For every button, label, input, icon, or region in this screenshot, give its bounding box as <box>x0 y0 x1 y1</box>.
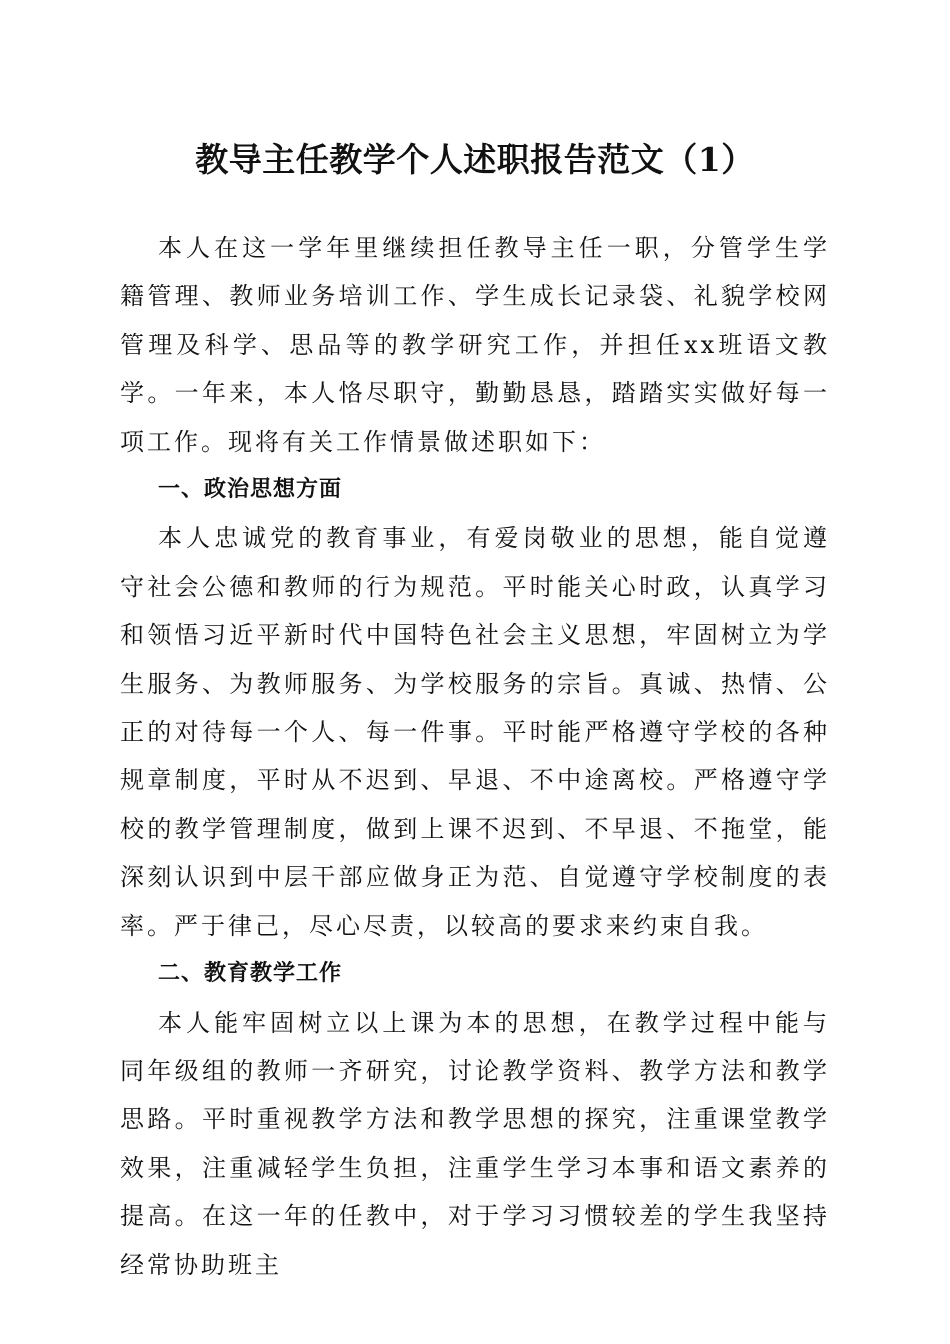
section-paragraph-political: 本人忠诚党的教育事业，有爱岗敬业的思想，能自觉遵守社会公德和教师的行为规范。平时能关心时政，认真学习和领悟习近平新时代中国特色社会主义思想，牢固树立为学生服务、为教师服务、为学校服务的宗旨。真诚、热情、公正的对待每一个人、每一件事。平时能严格遵守学校的各种规章制度，平时从不迟到、早退、不中途离校。严格遵守学校的教学管理制度，做到上课不迟到、不早退、不拖堂，能深刻认识到中层干部应做身正为范、自觉遵守学校制度的表率。严于律己，尽心尽责，以较高的要求来约束自我。 <box>120 524 830 940</box>
document-title: 教导主任教学个人述职报告范文（1） <box>195 140 755 179</box>
section-paragraph-teaching: 本人能牢固树立以上课为本的思想，在教学过程中能与同年级组的教师一齐研究，讨论教学资料、教学方法和教学思路。平时重视教学方法和教学思想的探究，注重课堂教学效果，注重减轻学生负担，注重学生学习本事和语文素养的提高。在这一年的任教中，对于学习习惯较差的学生我坚持经常协助班主 <box>120 1008 830 1279</box>
document-body <box>120 224 830 1289</box>
intro-paragraph: 本人在这一学年里继续担任教导主任一职，分管学生学籍管理、教师业务培训工作、学生成长记录袋、礼貌学校网管理及科学、思品等的教学研究工作，并担任xx班语文教学。一年来，本人恪尽职守，勤勤恳恳，踏踏实实做好每一项工作。现将有关工作情景做述职如下： <box>120 234 830 456</box>
section-heading-political: 一、政治思想方面 <box>158 477 343 503</box>
section-heading-teaching: 二、教育教学工作 <box>158 961 343 987</box>
